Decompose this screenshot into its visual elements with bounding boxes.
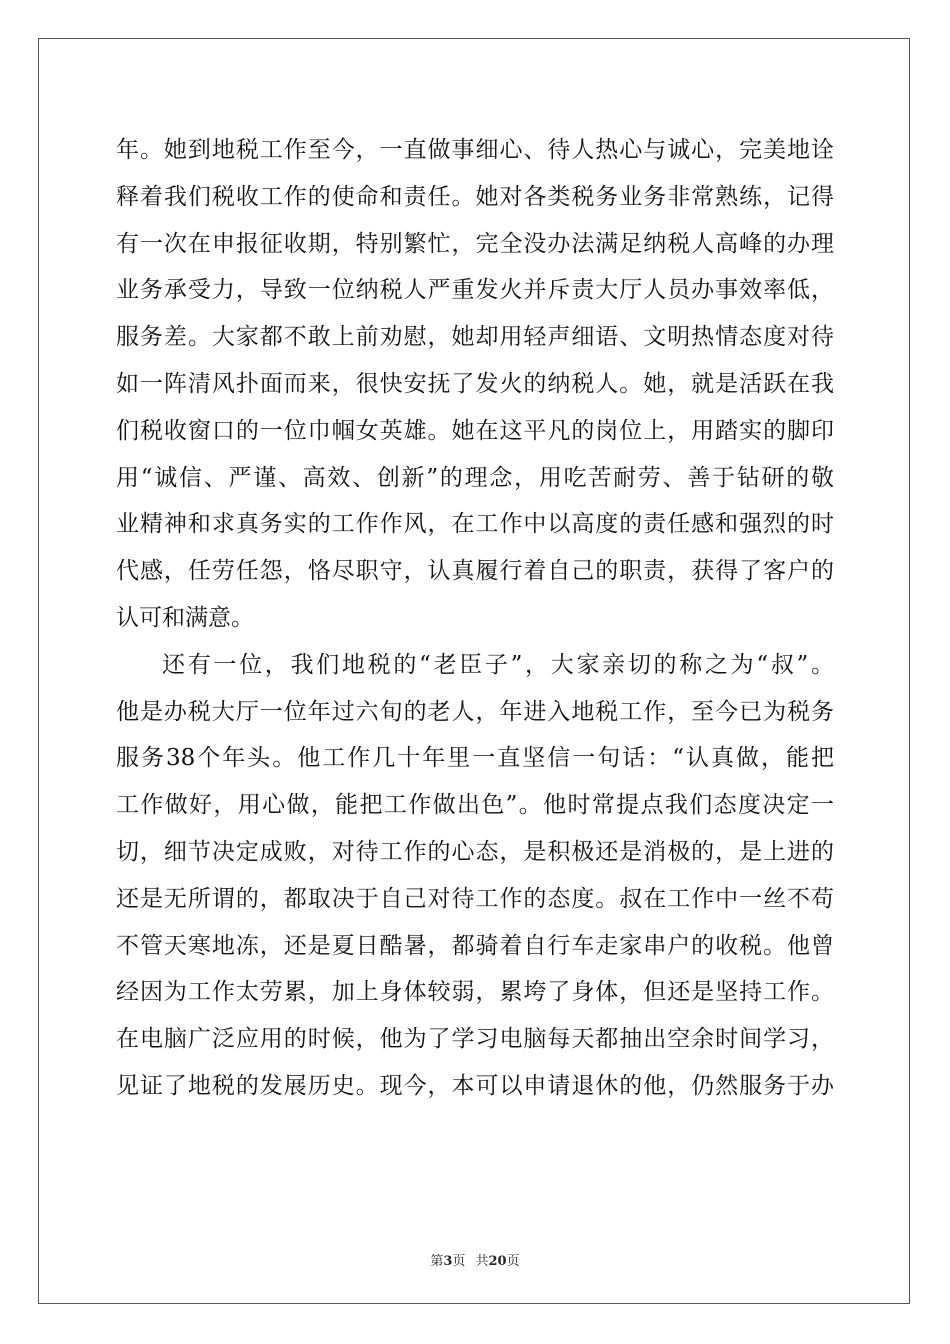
text-line: 释着我们税收工作的使命和责任。她对各类税务业务非常熟练，记得	[116, 183, 834, 210]
text-line: 业精神和求真务实的工作作风，在工作中以高度的责任感和强烈的时	[116, 511, 834, 538]
text-line: 认可和满意。	[116, 604, 254, 631]
footer-page-suffix: 页	[452, 1254, 466, 1269]
text-line: 他是办税大厅一位年过六旬的老人，年进入地税工作，至今已为税务	[116, 698, 834, 725]
footer-total-prefix: 共	[475, 1254, 489, 1269]
footer-prefix: 第	[430, 1254, 444, 1269]
page-footer	[0, 1250, 950, 1269]
text-line: 不管天寒地冻，还是夏日酷暑，都骑着自行车走家串户的收税。他曾	[116, 932, 834, 959]
text-line: 有一次在申报征收期，特别繁忙，完全没办法满足纳税人高峰的办理	[116, 230, 834, 257]
footer-total-suffix: 页	[506, 1254, 520, 1269]
text-line: 在电脑广泛应用的时候，他为了学习电脑每天都抽出空余时间学习，	[116, 1026, 834, 1053]
text-line: 年。她到地税工作至今，一直做事细心、待人热心与诚心，完美地诠	[116, 137, 834, 163]
text-line: 工作做好，用心做，能把工作做出色”。他时常提点我们态度决定一	[116, 792, 834, 819]
text-line: 们税收窗口的一位巾帼女英雄。她在这平凡的岗位上，用踏实的脚印	[116, 417, 834, 444]
text-line: 业务承受力，导致一位纳税人严重发火并斥责大厅人员办事效率低，	[116, 277, 834, 304]
text-line: 服务38个年头。他工作几十年里一直坚信一句话：“认真做，能把	[116, 745, 834, 772]
text-line: 用“诚信、严谨、高效、创新”的理念，用吃苦耐劳、善于钻研的敬	[116, 464, 834, 491]
text-line: 见证了地税的发展历史。现今，本可以申请退休的他，仍然服务于办	[116, 1072, 834, 1099]
text-line: 如一阵清风扑面而来，很快安抚了发火的纳税人。她，就是活跃在我	[116, 370, 834, 397]
text-line: 还是无所谓的，都取决于自己对待工作的态度。叔在工作中一丝不苟	[116, 885, 834, 912]
text-line: 经因为工作太劳累，加上身体较弱，累垮了身体，但还是坚持工作。	[116, 979, 834, 1006]
text-line: 代感，任劳任怨，恪尽职守，认真履行着自己的职责，获得了客户的	[116, 558, 834, 585]
text-line: 还有一位，我们地税的“老臣子”，大家亲切的称之为“叔”。	[162, 651, 834, 678]
text-line: 服务差。大家都不敢上前劝慰，她却用轻声细语、文明热情态度对待	[116, 324, 834, 351]
text-line: 切，细节决定成败，对待工作的心态，是积极还是消极的，是上进的	[116, 838, 834, 865]
page-number: 3	[443, 1254, 453, 1269]
total-pages: 20	[488, 1254, 507, 1269]
document-body	[116, 127, 834, 1110]
